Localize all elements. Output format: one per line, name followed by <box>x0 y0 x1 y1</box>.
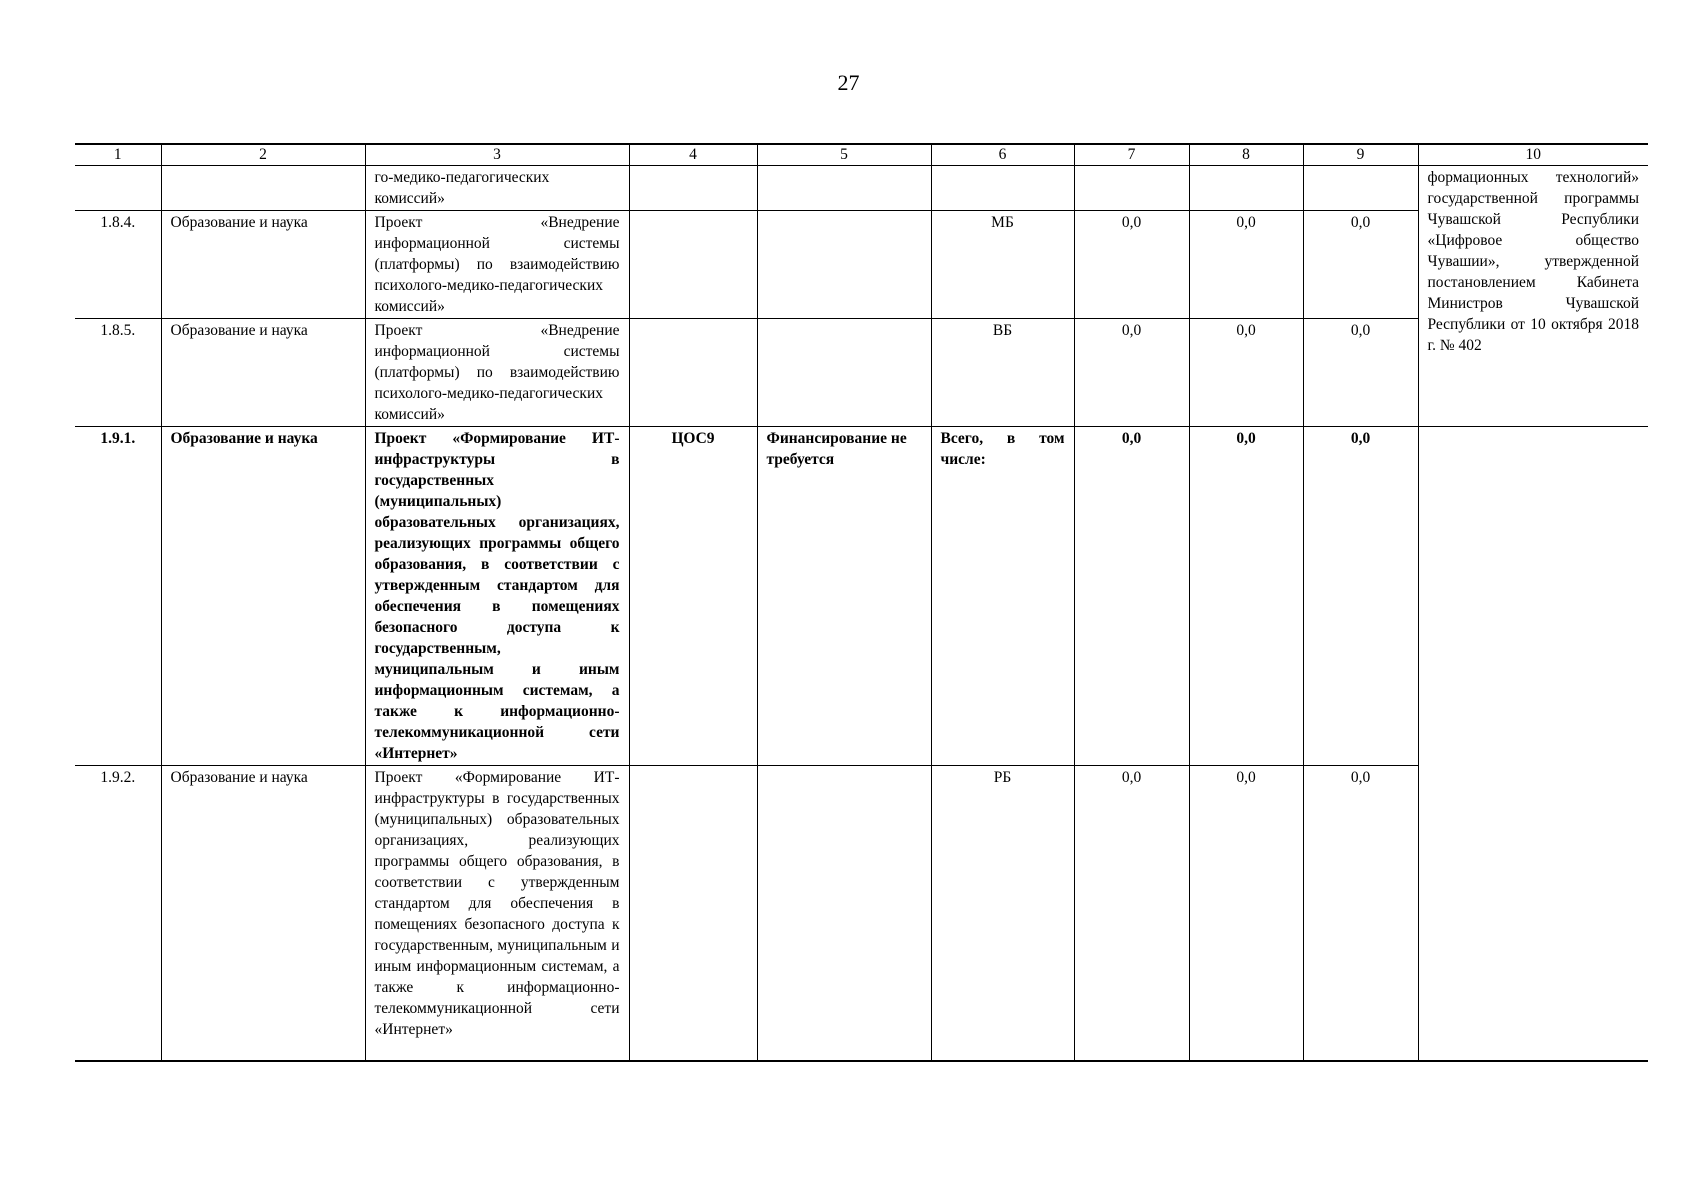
financing-cell <box>757 211 931 319</box>
project-cell: Проект «Формирование ИТ-инфраструктуры в государственных (муниципальных) образовательных организациях, реализующих программы общего образования, в соответствии с утвержденным стандартом для обеспечения в помещениях безопасного доступа к государственным, муниципальным и иным информационным системам, а также к информационно-телекоммуникационной сети «Интернет» <box>365 427 629 766</box>
value-cell: 0,0 <box>1303 427 1418 766</box>
page-number: 27 <box>837 70 860 95</box>
source-cell <box>931 166 1074 211</box>
value-cell: 0,0 <box>1303 319 1418 427</box>
code-cell <box>629 319 757 427</box>
code-cell <box>629 211 757 319</box>
table-header-row <box>75 144 1648 166</box>
header-cell: 2 <box>161 144 365 166</box>
area-cell: Образование и наука <box>161 211 365 319</box>
value-cell: 0,0 <box>1074 211 1189 319</box>
table-row <box>75 166 1648 211</box>
table-row <box>75 427 1648 766</box>
source-cell: Всего, в том числе: <box>931 427 1074 766</box>
header-cell: 4 <box>629 144 757 166</box>
row-number-cell: 1.8.5. <box>75 319 161 427</box>
header-cell: 10 <box>1418 144 1648 166</box>
financing-cell: Финансирование не требуется <box>757 427 931 766</box>
header-cell: 6 <box>931 144 1074 166</box>
table-row <box>75 211 1648 319</box>
project-cell: Проект «Формирование ИТ-инфраструктуры в государственных (муниципальных) образовательных организациях, реализующих программы общего образования, в соответствии с утвержденным стандартом для обеспечения в помещениях безопасного доступа к государственным, муниципальным и иным информационным системам, а также к информационно-телекоммуникационной сети «Интернет» <box>365 766 629 1061</box>
program-reference-cell-empty <box>1418 427 1648 1061</box>
source-cell: ВБ <box>931 319 1074 427</box>
row-number-cell: 1.9.2. <box>75 766 161 1061</box>
table-row <box>75 766 1648 1061</box>
row-number-cell <box>75 166 161 211</box>
header-cell: 9 <box>1303 144 1418 166</box>
project-cell: го-медико-педагогических комиссий» <box>365 166 629 211</box>
value-cell <box>1189 166 1303 211</box>
header-cell: 7 <box>1074 144 1189 166</box>
table-row <box>75 319 1648 427</box>
value-cell: 0,0 <box>1189 211 1303 319</box>
financing-cell <box>757 766 931 1061</box>
code-cell <box>629 766 757 1061</box>
program-reference-cell: формационных технологий» государственной программы Чувашской Республики «Цифровое общество Чувашии», утвержденной постановлением Кабинета Министров Чувашской Республики от 10 октября 2018 г. № 402 <box>1418 166 1648 427</box>
value-cell <box>1303 166 1418 211</box>
area-cell <box>161 166 365 211</box>
value-cell: 0,0 <box>1303 766 1418 1061</box>
header-cell: 3 <box>365 144 629 166</box>
value-cell: 0,0 <box>1189 766 1303 1061</box>
row-number-cell: 1.8.4. <box>75 211 161 319</box>
value-cell: 0,0 <box>1074 766 1189 1061</box>
header-cell: 1 <box>75 144 161 166</box>
header-cell: 8 <box>1189 144 1303 166</box>
value-cell <box>1074 166 1189 211</box>
value-cell: 0,0 <box>1189 427 1303 766</box>
area-cell: Образование и наука <box>161 319 365 427</box>
source-cell: МБ <box>931 211 1074 319</box>
value-cell: 0,0 <box>1303 211 1418 319</box>
financing-cell <box>757 166 931 211</box>
value-cell: 0,0 <box>1189 319 1303 427</box>
project-cell: Проект «Внедрение информационной системы (платформы) по взаимодействию психолого-медико-педагогических комиссий» <box>365 319 629 427</box>
area-cell: Образование и наука <box>161 766 365 1061</box>
financing-cell <box>757 319 931 427</box>
program-table <box>75 143 1648 1062</box>
project-cell: Проект «Внедрение информационной системы (платформы) по взаимодействию психолого-медико-педагогических комиссий» <box>365 211 629 319</box>
row-number-cell: 1.9.1. <box>75 427 161 766</box>
value-cell: 0,0 <box>1074 427 1189 766</box>
header-cell: 5 <box>757 144 931 166</box>
value-cell: 0,0 <box>1074 319 1189 427</box>
area-cell: Образование и наука <box>161 427 365 766</box>
code-cell <box>629 166 757 211</box>
code-cell: ЦОС9 <box>629 427 757 766</box>
source-cell: РБ <box>931 766 1074 1061</box>
